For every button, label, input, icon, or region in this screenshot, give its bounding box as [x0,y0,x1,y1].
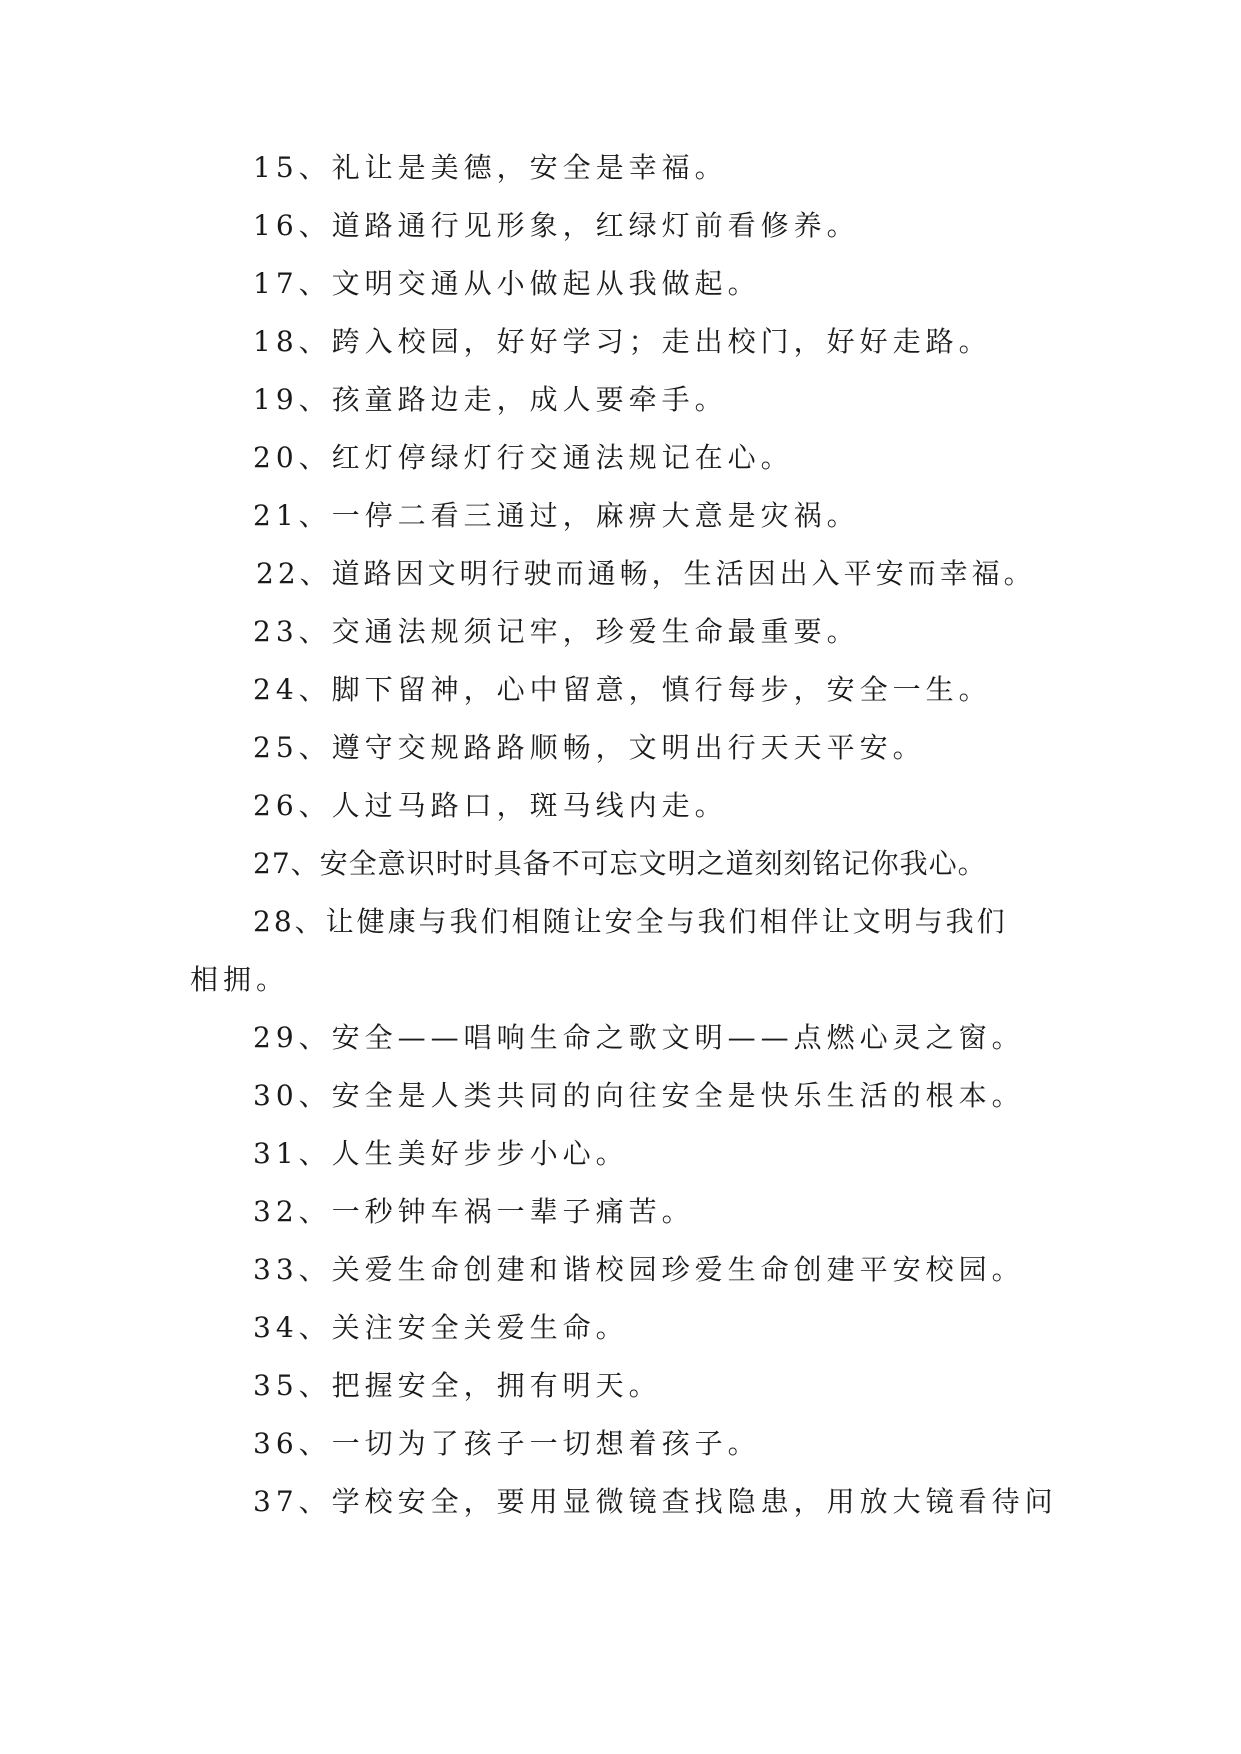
list-item: 15、礼让是美德，安全是幸福。 [253,151,728,184]
list-item: 35、把握安全，拥有明天。 [253,1369,662,1402]
list-item: 31、人生美好步步小心。 [253,1137,629,1170]
list-item: 19、孩童路边走，成人要牵手。 [253,383,728,416]
list-item: 33、关爱生命创建和谐校园珍爱生命创建平安校园。 [253,1253,1025,1286]
list-item: 34、关注安全关爱生命。 [253,1311,629,1344]
list-item: 18、跨入校园，好好学习；走出校门，好好走路。 [253,325,992,358]
list-item: 29、安全——唱响生命之歌文明——点燃心灵之窗。 [253,1021,1025,1054]
list-item: 30、安全是人类共同的向往安全是快乐生活的根本。 [253,1079,1025,1112]
list-item: 20、红灯停绿灯行交通法规记在心。 [253,441,794,474]
list-item: 28、让健康与我们相随让安全与我们相伴让文明与我们 [253,905,1008,938]
list-item: 36、一切为了孩子一切想着孩子。 [253,1427,761,1460]
list-item: 26、人过马路口，斑马线内走。 [253,789,728,822]
list-item: 23、交通法规须记牢，珍爱生命最重要。 [253,615,860,648]
list-item: 24、脚下留神，心中留意，慎行每步，安全一生。 [253,673,992,706]
list-item: 22、道路因文明行驶而通畅，生活因出入平安而幸福。 [256,557,1036,590]
list-item: 16、道路通行见形象，红绿灯前看修养。 [253,209,860,242]
list-item: 27、安全意识时时具备不可忘文明之道刻刻铭记你我心。 [253,847,987,880]
list-item-continuation: 相拥。 [190,963,290,996]
list-item: 32、一秒钟车祸一辈子痛苦。 [253,1195,695,1228]
list-item: 25、遵守交规路路顺畅，文明出行天天平安。 [253,731,926,764]
list-item: 17、文明交通从小做起从我做起。 [253,267,761,300]
list-item: 37、学校安全，要用显微镜查找隐患，用放大镜看待问 [253,1485,1058,1518]
list-item: 21、一停二看三通过，麻痹大意是灾祸。 [253,499,860,532]
